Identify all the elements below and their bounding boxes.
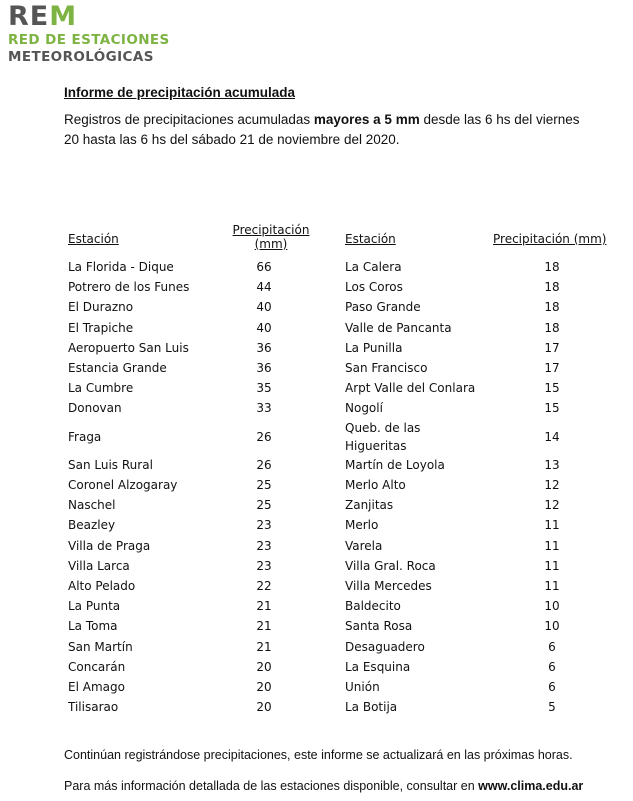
station-name: Potrero de los Funes <box>68 280 190 295</box>
precipitation-value: 20 <box>256 659 272 674</box>
rem-logo <box>8 2 170 66</box>
station-name: Valle de Pancanta <box>345 320 452 335</box>
station-name: Villa Mercedes <box>345 579 432 593</box>
precipitation-value: 15 <box>544 381 560 396</box>
precipitation-value: 36 <box>256 361 272 375</box>
table-row <box>68 475 328 495</box>
station-name: Zanjitas <box>345 498 394 513</box>
table-row <box>68 657 328 677</box>
table-row <box>345 495 633 515</box>
intro-text-3: 20 hasta las 6 hs del sábado 21 de noviembre del 2020. <box>64 132 400 147</box>
precipitation-value: 25 <box>256 478 272 492</box>
table-row <box>345 358 633 378</box>
station-name: Villa Larca <box>68 558 130 573</box>
precipitation-value: 33 <box>256 401 272 416</box>
station-name: El Trapiche <box>68 320 134 335</box>
precipitation-value: 11 <box>544 538 560 553</box>
header-precip-left-l1: Precipitación <box>232 223 310 237</box>
precipitation-value: 5 <box>548 700 556 715</box>
header-precip-right: Precipitación (mm) <box>493 232 607 246</box>
precipitation-value: 17 <box>544 340 560 355</box>
station-name: Merlo Alto <box>345 478 406 492</box>
precipitation-value: 23 <box>256 518 272 533</box>
table-row <box>345 257 633 277</box>
precipitation-value: 11 <box>544 558 560 573</box>
table-row <box>345 616 633 636</box>
table-row <box>68 677 328 697</box>
precipitation-value: 11 <box>544 579 560 593</box>
station-name: Villa Gral. Roca <box>345 558 436 573</box>
station-name: Santa Rosa <box>345 619 413 634</box>
precipitation-value: 44 <box>256 280 272 295</box>
station-name: Coronel Alzogaray <box>68 478 178 492</box>
station-name: Fraga <box>68 429 102 444</box>
station-name: San Martín <box>68 639 133 654</box>
table-row <box>68 455 328 475</box>
station-name-line2: Higueritas <box>345 438 407 453</box>
table-row <box>68 297 328 317</box>
precipitation-value: 6 <box>548 680 556 694</box>
precipitation-value: 6 <box>548 639 556 654</box>
precipitation-value: 21 <box>256 619 272 634</box>
station-name: San Luis Rural <box>68 457 153 472</box>
table-row <box>68 596 328 616</box>
footer-note: Continúan registrándose precipitaciones, este informe se actualizará en las próximas horas. <box>64 748 573 762</box>
precipitation-value: 15 <box>544 401 560 416</box>
table-row <box>68 398 328 418</box>
station-name: La Punilla <box>345 340 403 355</box>
table-row <box>345 338 633 358</box>
station-name: Tilisarao <box>68 700 119 715</box>
logo-line1: RED DE ESTACIONES <box>8 32 170 48</box>
table-row <box>68 378 328 398</box>
logo-line2: METEOROLÓGICAS <box>8 49 154 65</box>
station-name: La Toma <box>68 619 118 634</box>
logo-re: RE <box>8 1 50 32</box>
table-row <box>345 596 633 616</box>
header-station-left: Estación <box>68 232 119 246</box>
table-row <box>345 455 633 475</box>
station-name: La Botija <box>345 700 398 715</box>
precipitation-value: 25 <box>256 498 272 513</box>
station-name-line1: Queb. de las <box>345 420 421 435</box>
header-precip-left <box>231 223 311 251</box>
precipitation-value: 17 <box>544 361 560 375</box>
table-row <box>345 677 633 697</box>
precipitation-value: 21 <box>256 639 272 654</box>
header-precip-left-l2: (mm) <box>254 237 288 251</box>
station-name: Estancia Grande <box>68 361 167 375</box>
station-name: La Punta <box>68 599 121 614</box>
station-name: Unión <box>345 680 380 694</box>
intro-bold: mayores a 5 mm <box>313 112 420 127</box>
station-name: Arpt Valle del Conlara <box>345 381 476 396</box>
table-row <box>68 257 328 277</box>
precipitation-value: 18 <box>544 300 560 315</box>
precipitation-value: 26 <box>256 457 272 472</box>
station-name: Varela <box>345 538 383 553</box>
station-name: La Florida - Dique <box>68 260 174 274</box>
precipitation-value: 14 <box>544 429 560 444</box>
precipitation-value: 23 <box>256 538 272 553</box>
table-row <box>68 495 328 515</box>
station-name: Naschel <box>68 498 116 513</box>
table-row <box>68 338 328 358</box>
station-name: La Calera <box>345 260 402 274</box>
table-row <box>68 277 328 297</box>
footer-info <box>64 779 583 793</box>
precipitation-value: 6 <box>548 659 556 674</box>
station-name: Concarán <box>68 659 126 674</box>
report-title: Informe de precipitación acumulada <box>64 85 296 100</box>
report-intro <box>64 110 633 150</box>
station-name: La Cumbre <box>68 381 134 396</box>
footer-link[interactable]: www.clima.edu.ar <box>478 779 584 793</box>
station-name: San Francisco <box>345 361 428 375</box>
precipitation-value: 22 <box>256 579 272 593</box>
station-name: Merlo <box>345 518 379 533</box>
precipitation-value: 20 <box>256 700 272 715</box>
intro-text-1: Registros de precipitaciones acumuladas <box>64 112 314 127</box>
precipitation-value: 10 <box>544 619 560 634</box>
table-row <box>345 297 633 317</box>
table-row <box>345 419 633 455</box>
table-row <box>68 637 328 657</box>
table-row <box>68 419 328 455</box>
precipitation-value: 18 <box>544 320 560 335</box>
table-row <box>345 536 633 556</box>
table-row <box>345 576 633 596</box>
station-name: Desaguadero <box>345 639 425 654</box>
table-row <box>345 398 633 418</box>
station-name: Martín de Loyola <box>345 457 445 472</box>
table-row <box>345 657 633 677</box>
table-row <box>68 556 328 576</box>
logo-m: M <box>49 1 78 32</box>
station-name: Aeropuerto San Luis <box>68 340 189 355</box>
precipitation-value: 21 <box>256 599 272 614</box>
station-name: Beazley <box>68 518 116 533</box>
table-row <box>345 378 633 398</box>
precipitation-value: 18 <box>544 260 560 274</box>
precipitation-value: 20 <box>256 680 272 694</box>
precipitation-value: 10 <box>544 599 560 614</box>
table-row <box>68 697 328 717</box>
precipitation-value: 11 <box>544 518 560 533</box>
station-name: Villa de Praga <box>68 538 151 553</box>
table-row <box>345 318 633 338</box>
header-station-right: Estación <box>345 232 396 246</box>
station-name: Baldecito <box>345 599 401 614</box>
station-name: Alto Pelado <box>68 579 136 593</box>
table-row <box>345 277 633 297</box>
precipitation-value: 40 <box>256 300 272 315</box>
precipitation-value: 35 <box>256 381 272 396</box>
table-row <box>345 697 633 717</box>
table-row <box>68 358 328 378</box>
precipitation-value: 66 <box>256 260 272 274</box>
table-row <box>345 556 633 576</box>
station-name: El Amago <box>68 680 125 694</box>
intro-text-2: desde las 6 hs del viernes <box>419 112 580 127</box>
station-name: Los Coros <box>345 280 403 295</box>
table-row <box>68 576 328 596</box>
precipitation-value: 23 <box>256 558 272 573</box>
station-name <box>345 419 420 455</box>
table-row <box>68 318 328 338</box>
table-row <box>345 515 633 535</box>
precipitation-value: 13 <box>544 457 560 472</box>
precipitation-value: 12 <box>544 478 560 492</box>
precipitation-value: 18 <box>544 280 560 295</box>
logo-wordmark <box>8 2 170 32</box>
station-name: Nogolí <box>345 401 383 416</box>
table-row <box>68 515 328 535</box>
precipitation-value: 40 <box>256 320 272 335</box>
table-row <box>68 536 328 556</box>
footer-info-text: Para más información detallada de las estaciones disponible, consultar en <box>64 779 479 793</box>
station-name: La Esquina <box>345 659 411 674</box>
precipitation-value: 26 <box>256 429 272 444</box>
station-name: El Durazno <box>68 300 134 315</box>
station-name: Donovan <box>68 401 122 416</box>
precipitation-value: 12 <box>544 498 560 513</box>
table-row <box>345 637 633 657</box>
table-row <box>68 616 328 636</box>
precipitation-value: 36 <box>256 340 272 355</box>
station-name: Paso Grande <box>345 300 421 315</box>
table-row <box>345 475 633 495</box>
